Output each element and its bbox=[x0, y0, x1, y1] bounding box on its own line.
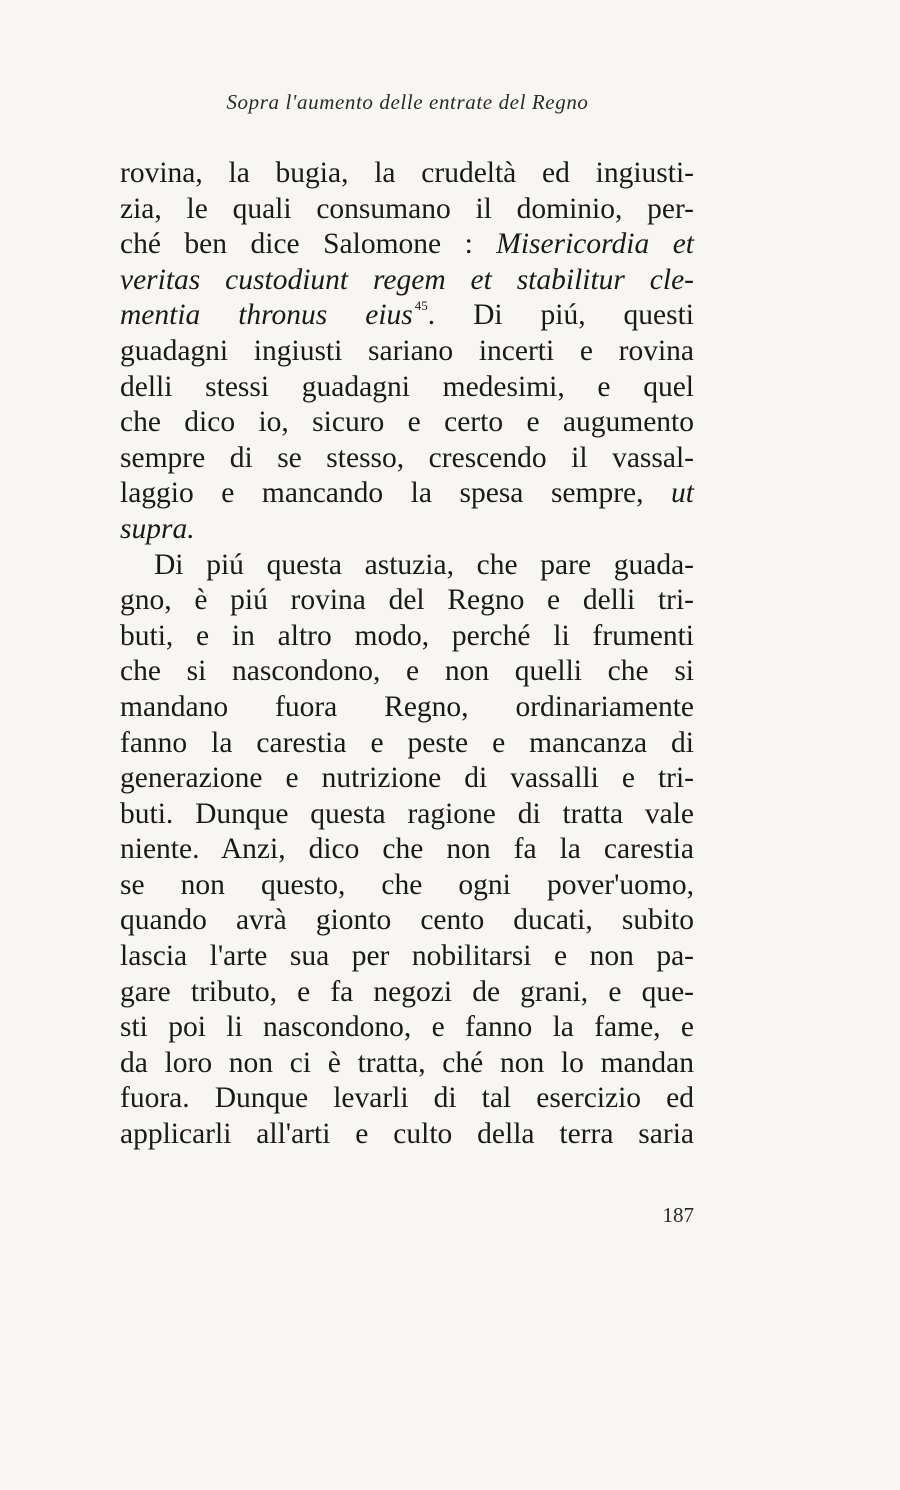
text-line bbox=[120, 298, 694, 334]
text-line bbox=[120, 903, 694, 939]
text-run: ché ben dice Salomone : bbox=[120, 228, 497, 261]
italic-text: mentia thronus eius bbox=[120, 299, 413, 332]
text-run: laggio e mancando la spesa sempre, bbox=[120, 477, 672, 510]
text-run: rovina, la bugia, la crudeltà ed ingiusti- bbox=[120, 157, 694, 189]
italic-text: Misericordia et bbox=[496, 228, 694, 261]
text-run: Di piú questa astuzia, che pare guada- bbox=[154, 548, 694, 581]
body-text bbox=[120, 156, 694, 1153]
text-line bbox=[120, 441, 694, 477]
text-run: zia, le quali consumano il dominio, per- bbox=[120, 192, 694, 225]
text-line bbox=[120, 156, 694, 192]
text-line bbox=[120, 797, 694, 833]
text-run: buti, e in altro modo, perché li frumenti bbox=[120, 619, 694, 652]
text-line bbox=[120, 512, 694, 548]
page-number: 187 bbox=[662, 1203, 694, 1227]
italic-text: ut bbox=[671, 477, 694, 510]
text-line bbox=[120, 1046, 694, 1082]
text-line bbox=[120, 1010, 694, 1046]
text-line bbox=[120, 405, 694, 441]
text-line bbox=[120, 192, 694, 228]
text-run: sempre di se stesso, crescendo il vassal- bbox=[120, 441, 694, 474]
text-run: gno, è piú rovina del Regno e delli tri- bbox=[120, 584, 694, 617]
text-line bbox=[120, 868, 694, 904]
text-line bbox=[120, 370, 694, 406]
text-line bbox=[120, 548, 694, 584]
text-run: se non questo, che ogni pover'uomo, bbox=[120, 868, 694, 901]
text-line bbox=[120, 334, 694, 370]
text-run: sti poi li nascondono, e fanno la fame, e bbox=[120, 1011, 694, 1044]
text-line bbox=[120, 227, 694, 263]
text-run: quando avrà gionto cento ducati, subito bbox=[120, 904, 694, 937]
text-line bbox=[120, 654, 694, 690]
text-run: fuora. Dunque levarli di tal esercizio ed bbox=[120, 1082, 694, 1115]
running-head: Sopra l'aumento delle entrate del Regno bbox=[226, 90, 589, 114]
text-run: che si nascondono, e non quelli che si bbox=[120, 655, 694, 688]
text-run: gare tributo, e fa negozi de grani, e que- bbox=[120, 975, 694, 1008]
text-line bbox=[120, 619, 694, 655]
text-line bbox=[120, 975, 694, 1011]
text-line bbox=[120, 1117, 694, 1153]
text-line bbox=[120, 690, 694, 726]
text-run: applicarli all'arti e culto della terra saria bbox=[120, 1118, 694, 1151]
text-run: niente. Anzi, dico che non fa la carestia bbox=[120, 833, 694, 866]
text-run: che dico io, sicuro e certo e augumento bbox=[120, 406, 694, 439]
text-run: lascia l'arte sua per nobilitarsi e non pa- bbox=[120, 940, 694, 973]
text-line bbox=[120, 726, 694, 762]
text-run: . Di piú, questi bbox=[427, 299, 694, 332]
text-line bbox=[120, 832, 694, 868]
text-run: fanno la carestia e peste e mancanza di bbox=[120, 726, 694, 759]
footnote-ref: 45 bbox=[414, 298, 428, 314]
text-line bbox=[120, 939, 694, 975]
text-line bbox=[120, 263, 694, 299]
text-line bbox=[120, 583, 694, 619]
italic-text: veritas custodiunt regem et stabilitur cle- bbox=[120, 263, 694, 296]
text-line bbox=[120, 761, 694, 797]
text-line bbox=[120, 1081, 694, 1117]
text-line bbox=[120, 476, 694, 512]
text-run: buti. Dunque questa ragione di tratta vale bbox=[120, 797, 694, 830]
text-run: delli stessi guadagni medesimi, e quel bbox=[120, 370, 694, 403]
text-run: da loro non ci è tratta, ché non lo mandan bbox=[120, 1046, 694, 1079]
text-run: mandano fuora Regno, ordinariamente bbox=[120, 690, 694, 723]
italic-text: supra. bbox=[120, 512, 195, 545]
text-run: generazione e nutrizione di vassalli e tri- bbox=[120, 762, 694, 795]
text-run: guadagni ingiusti sariano incerti e rovina bbox=[120, 334, 694, 367]
